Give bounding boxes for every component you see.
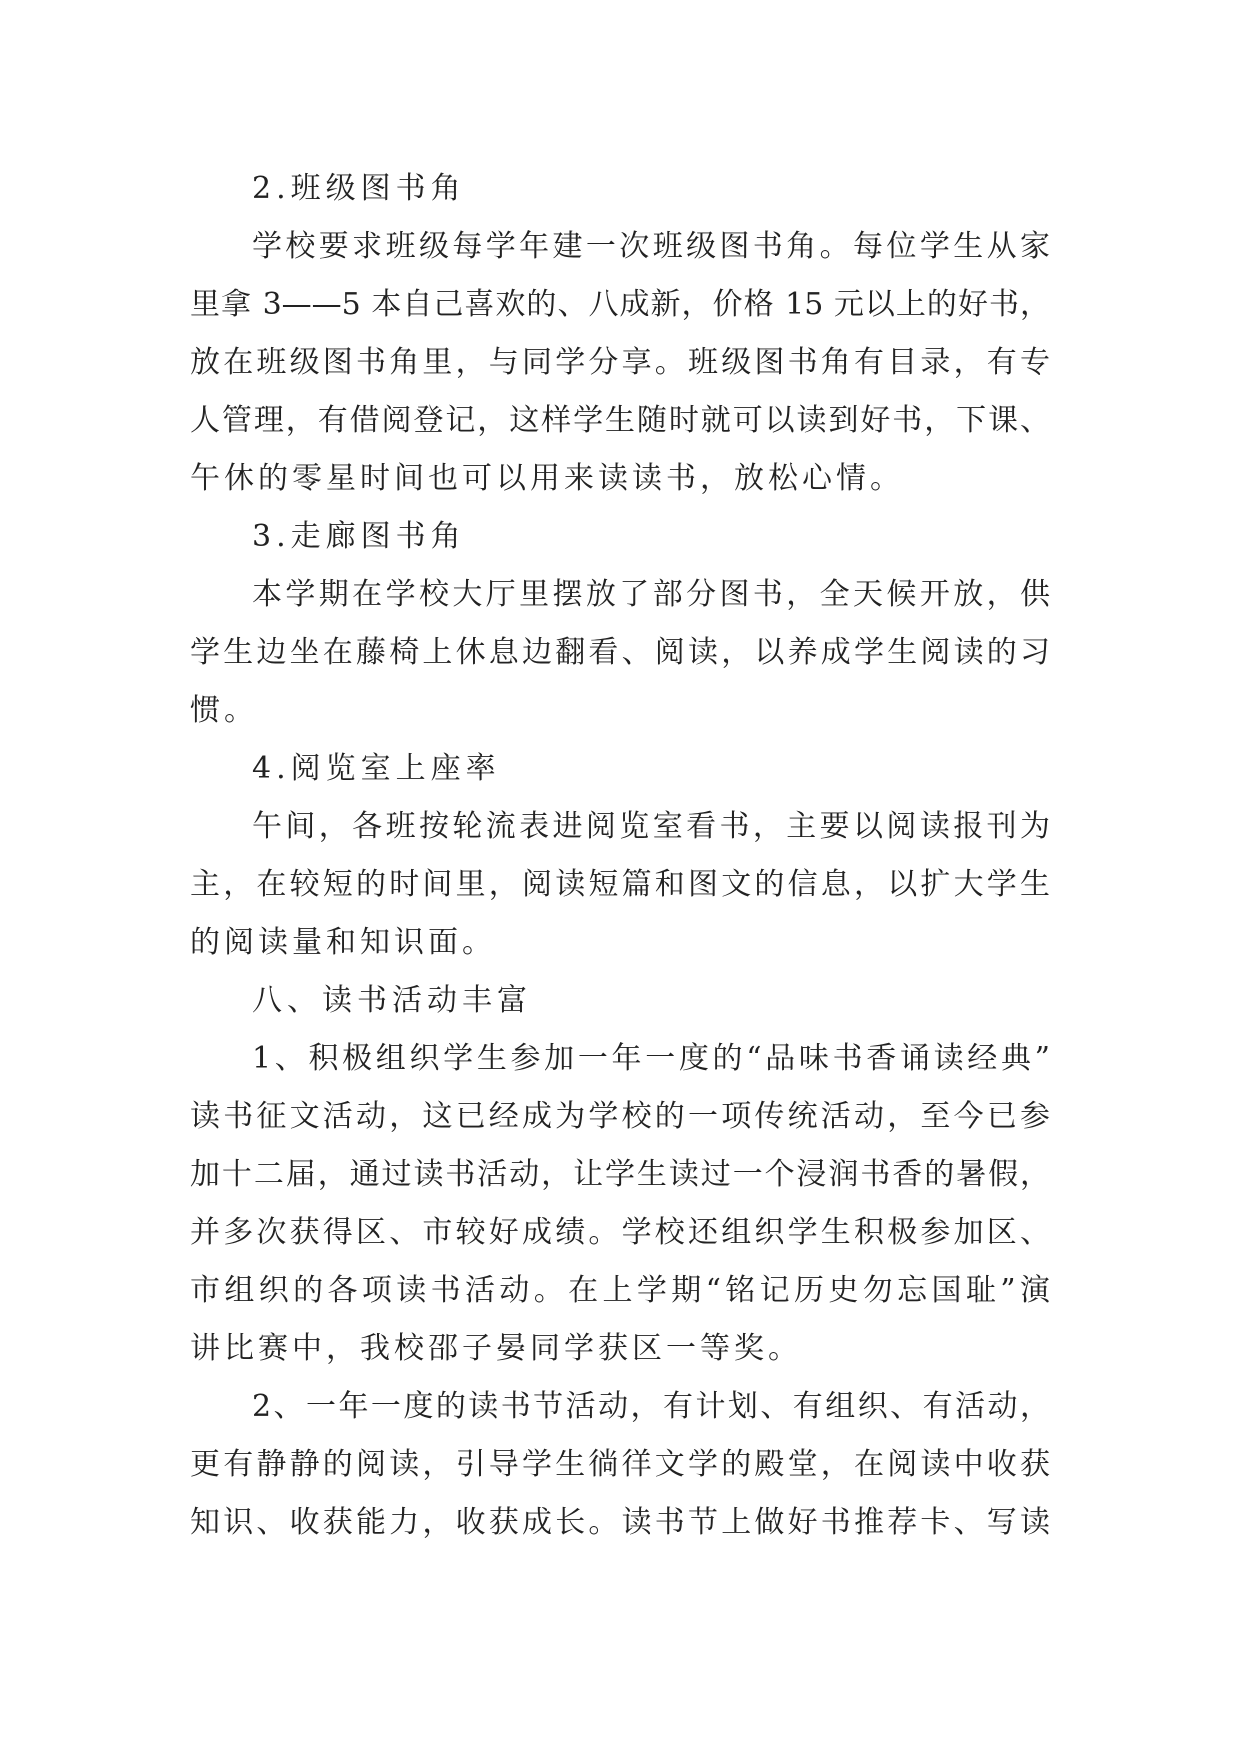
paragraph-line: 加十二届，通过读书活动，让学生读过一个浸润书香的暑假， [190, 1157, 1050, 1192]
paragraph-line: 更有静静的阅读，引导学生徜徉文学的殿堂，在阅读中收获 [190, 1447, 1050, 1482]
section-heading-reading-activities: 八、读书活动丰富 [252, 983, 532, 1018]
paragraph-line: 2、一年一度的读书节活动，有计划、有组织、有活动， [252, 1389, 1050, 1424]
paragraph-line: 并多次获得区、市较好成绩。学校还组织学生积极参加区、 [190, 1215, 1050, 1250]
paragraph-line: 午间，各班按轮流表进阅览室看书，主要以阅读报刊为 [252, 809, 1050, 844]
paragraph-line: 读书征文活动，这已经成为学校的一项传统活动，至今已参 [190, 1099, 1050, 1134]
paragraph-line: 市组织的各项读书活动。在上学期“铭记历史勿忘国耻”演 [190, 1273, 1050, 1308]
paragraph-line: 午休的零星时间也可以用来读读书，放松心情。 [190, 461, 904, 496]
paragraph-line: 讲比赛中，我校邵子晏同学获区一等奖。 [190, 1331, 802, 1366]
heading-reading-room: 4.阅览室上座率 [252, 751, 501, 786]
paragraph-line: 学生边坐在藤椅上休息边翻看、阅读，以养成学生阅读的习 [190, 635, 1050, 670]
paragraph-line: 1、积极组织学生参加一年一度的“品味书香诵读经典” [252, 1041, 1050, 1076]
paragraph-line: 本学期在学校大厅里摆放了部分图书，全天候开放，供 [252, 577, 1050, 612]
paragraph-line: 主，在较短的时间里，阅读短篇和图文的信息，以扩大学生 [190, 867, 1050, 902]
paragraph-line: 人管理，有借阅登记，这样学生随时就可以读到好书，下课、 [190, 403, 1050, 438]
paragraph-line: 知识、收获能力，收获成长。读书节上做好书推荐卡、写读 [190, 1505, 1050, 1540]
heading-corridor-book-corner: 3.走廊图书角 [252, 519, 466, 554]
heading-class-book-corner: 2.班级图书角 [252, 171, 466, 206]
paragraph-line: 的阅读量和知识面。 [190, 925, 496, 960]
paragraph-line: 学校要求班级每学年建一次班级图书角。每位学生从家 [252, 229, 1050, 264]
paragraph-line: 放在班级图书角里，与同学分享。班级图书角有目录，有专 [190, 345, 1050, 380]
paragraph-line: 里拿 3——5 本自己喜欢的、八成新，价格 15 元以上的好书， [190, 287, 1050, 322]
paragraph-line: 惯。 [190, 693, 258, 728]
document-body [190, 160, 1050, 1552]
